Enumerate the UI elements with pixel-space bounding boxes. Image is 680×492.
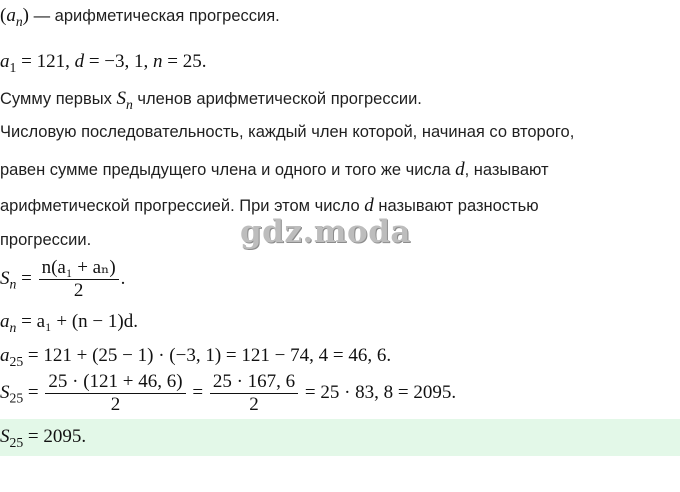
answer-highlight [0,419,680,456]
sn-symbol: $S_n$ [116,88,133,112]
sum-fraction: $\frac{\text{n(a₁ + aₙ)}}{2}$ [39,257,119,302]
sequence-symbol: $(a_n)$ [0,5,29,29]
d-value: −3, 1 [104,51,144,72]
definition-line-2: равен сумме предыдущего члена и одного и того же числа d, называют [0,159,549,180]
header-line [0,5,280,27]
header-text: — арифметическая прогрессия. [29,7,280,25]
a25-calculation: $a_{25} = 121 + (25 - 1) \cdot (-3$, 1) = 121 − 74, 4 = 46, 6. [0,345,392,369]
intro-after: членов арифметической прогрессии. [132,90,422,108]
nth-term-formula: $a_n = a_1 + (n - 1)d$. [0,311,138,335]
sum-formula: $S_n$ = $\frac{\text{n(a₁ + aₙ)}}{2}$ . [0,257,126,301]
n-value: 25. [182,51,207,72]
definition-line-4: прогрессии. [0,231,92,249]
answer-value: 2095. [43,426,87,447]
a1-value: 121 [36,51,66,72]
watermark-logo: gdz.moda [240,214,411,250]
s25-calculation: $S_{25}$ = $\frac{25 \cdot (121 + 46, 6)}{2}$ = $\frac{25 \cdot 167, 6}{2}$ = 25 · 83, 8 = 2095. [0,371,457,415]
definition-line-3: арифметической прогрессией. При этом число d называют разностью [0,195,539,216]
answer-line: $S_{25} = 2095$. [0,426,87,450]
intro-before: Сумму первых [0,90,117,108]
definition-line-1: Числовую последовательность, каждый член которой, начиная со второго, [0,123,575,141]
given-values: $a_1 = 121$, d = −3, 1, n = 25. [0,51,207,75]
intro-line [0,88,422,110]
